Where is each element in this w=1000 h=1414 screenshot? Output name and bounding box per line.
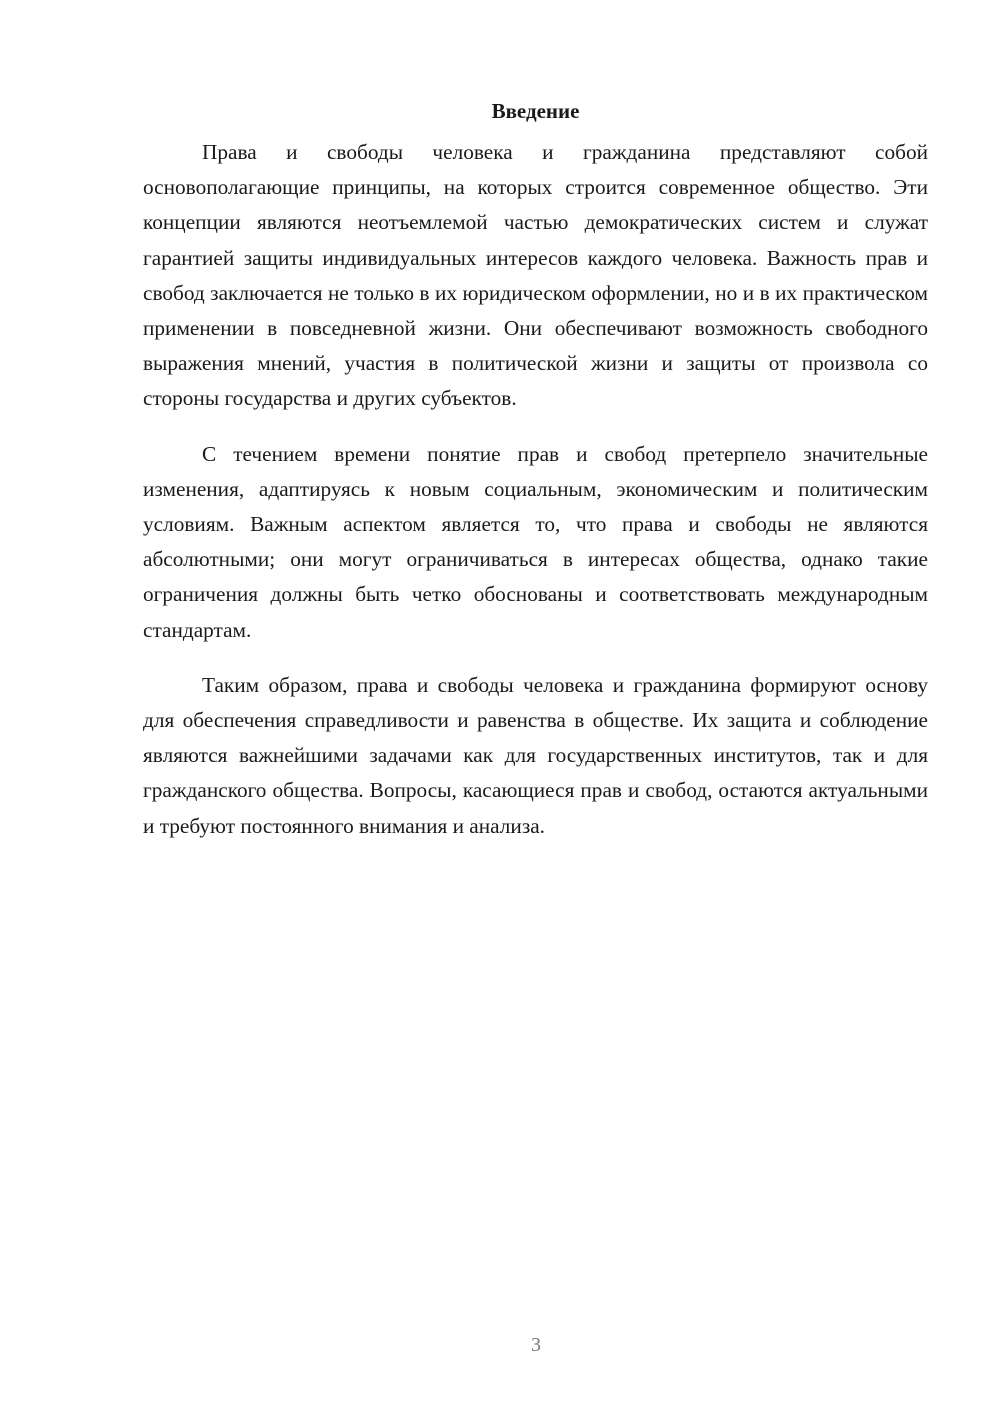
- page-content: [143, 96, 928, 864]
- section-title: Введение: [491, 99, 580, 123]
- paragraph-2: С течением времени понятие прав и свобод претерпело значительные изменения, адаптируясь к новым социальным, экономическим и политическим условиям. Важным аспектом является то, что права и свободы не являются абсолютными; они могут ограничиваться в интересах общества, однако такие ограничения должны быть четко обоснованы и соответствовать международным стандартам.: [143, 441, 928, 642]
- paragraph-1: Права и свободы человека и гражданина представляют собой основополагающие принципы, на которых строится современное общество. Эти концепции являются неотъемлемой частью демократических систем и служат гарантией защиты индивидуальных интересов каждого человека. Важность прав и свобод заключается не только в их юридическом оформлении, но и в их практическом применении в повседневной жизни. Они обеспечивают возможность свободного выражения мнений, участия в политической жизни и защиты от произвола со стороны государства и других субъектов.: [143, 140, 928, 411]
- page-number: 3: [531, 1334, 541, 1356]
- paragraph-3: Таким образом, права и свободы человека и гражданина формируют основу для обеспечения справедливости и равенства в обществе. Их защита и соблюдение являются важнейшими задачами как для государственных институтов, так и для гражданского общества. Вопросы, касающиеся прав и свобод, остаются актуальными и требуют постоянного внимания и анализа.: [143, 672, 928, 838]
